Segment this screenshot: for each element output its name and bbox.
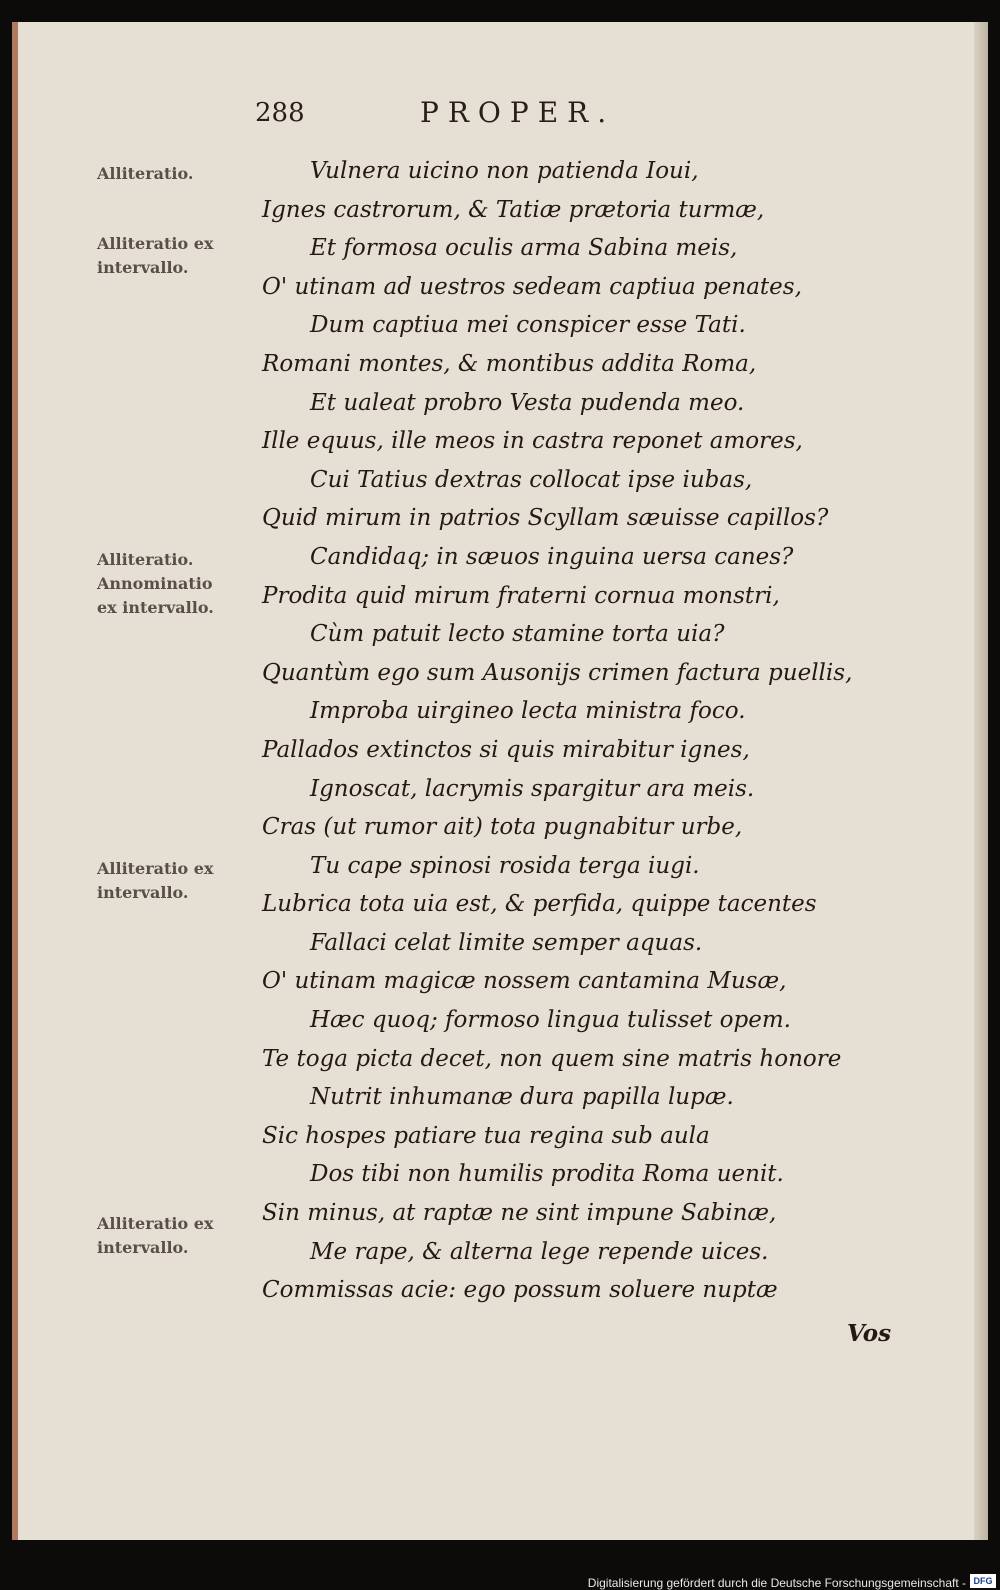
catchword: Vos [847,1320,892,1347]
verse-line: Me rape, & alterna lege repende uices. [310,1238,769,1265]
margin-note: Alliteratio. [97,164,194,183]
digitization-credit: Digitalisierung gefördert durch die Deutsche Forschungsgemeinschaft - [587,1576,966,1590]
verse-line: Hæc quoq; formoso lingua tulisset opem. [310,1007,791,1034]
verse-line: Commissas acie: ego possum soluere nuptæ [262,1277,778,1304]
verse-line: Cui Tatius dextras collocat ipse iubas, [310,466,753,493]
verse-line: Cùm patuit lecto stamine torta uia? [310,621,725,648]
verse-line: Prodita quid mirum fraterni cornua monstri, [262,582,780,609]
page-number: 288 [255,98,305,128]
verse-line: Improba uirgineo lecta ministra foco. [310,698,746,725]
verse-line: O' utinam magicæ nossem cantamina Musæ, [262,968,787,995]
verse-line: Ignes castrorum, & Tatiæ prætoria turmæ, [262,196,765,223]
margin-note: Alliteratio. Annominatio ex intervallo. [97,550,214,617]
margin-note: Alliteratio ex intervallo. [97,1214,214,1257]
margin-note: Alliteratio ex intervallo. [97,859,214,902]
verse-line: Lubrica tota uia est, & perfida, quippe tacentes [262,891,817,918]
verse-line: Quantùm ego sum Ausonijs crimen factura puellis, [262,659,853,686]
verse-block [262,152,862,1310]
verse-line: Dos tibi non humilis prodita Roma uenit. [310,1161,784,1188]
verse-line: Nutrit inhumanæ dura papilla lupæ. [310,1084,734,1111]
verse-line: Pallados extinctos si quis mirabitur ignes, [262,736,750,763]
dfg-logo-icon: DFG [970,1574,996,1588]
verse-line: Te toga picta decet, non quem sine matris honore [262,1045,842,1072]
verse-line: O' utinam ad uestros sedeam captiua penates, [262,273,802,300]
verse-line: Tu cape spinosi rosida terga iugi. [310,852,700,879]
verse-line: Dum captiua mei conspicer esse Tati. [310,312,746,339]
verse-line: Sic hospes patiare tua regina sub aula [262,1122,710,1149]
verse-line: Ignoscat, lacrymis spargitur ara meis. [310,775,755,802]
verse-line: Candidaq; in sæuos inguina uersa canes? [310,543,794,570]
verse-line: Ille equus, ille meos in castra reponet amores, [262,428,803,455]
verse-line: Sin minus, at raptæ ne sint impune Sabinæ, [262,1200,777,1227]
margin-note: Alliteratio ex intervallo. [97,234,214,277]
verse-line: Vulnera uicino non patienda Ioui, [310,158,699,184]
page-edge [974,22,988,1540]
verse-line: Et formosa oculis arma Sabina meis, [310,235,738,262]
verse-line: Fallaci celat limite semper aquas. [310,929,703,956]
verse-line: Cras (ut rumor ait) tota pugnabitur urbe, [262,814,743,841]
verse-line: Romani montes, & montibus addita Roma, [262,350,757,377]
running-title: PROPER. [420,96,616,129]
verse-line: Quid mirum in patrios Scyllam sæuisse capillos? [262,505,829,532]
verse-line: Et ualeat probro Vesta pudenda meo. [310,389,745,416]
running-head [255,92,735,142]
